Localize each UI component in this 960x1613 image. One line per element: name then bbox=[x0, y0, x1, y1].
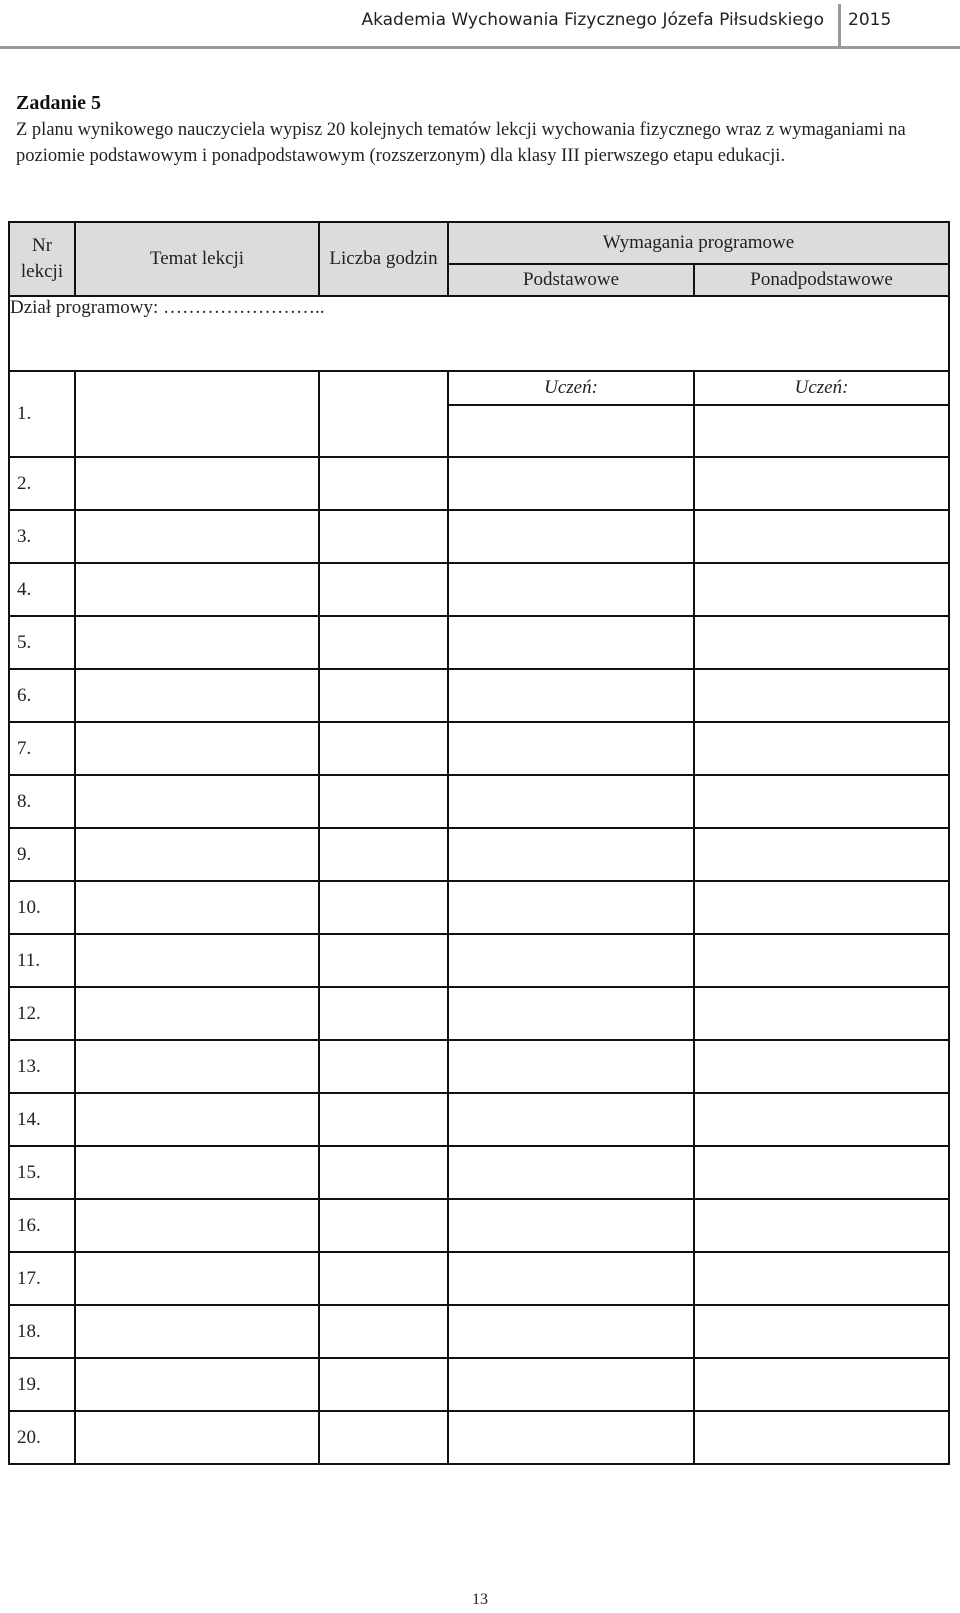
ponadpodstawowe-cell[interactable] bbox=[694, 987, 949, 1040]
godzin-cell[interactable] bbox=[319, 1146, 448, 1199]
godzin-cell[interactable] bbox=[319, 563, 448, 616]
godzin-cell[interactable] bbox=[319, 371, 448, 457]
temat-cell[interactable] bbox=[75, 881, 319, 934]
lesson-number: 2. bbox=[9, 457, 75, 510]
ponadpodstawowe-cell[interactable] bbox=[694, 1040, 949, 1093]
lesson-number: 8. bbox=[9, 775, 75, 828]
table-row bbox=[9, 881, 949, 934]
godzin-cell[interactable] bbox=[319, 775, 448, 828]
godzin-cell[interactable] bbox=[319, 881, 448, 934]
podstawowe-cell[interactable] bbox=[448, 1199, 694, 1252]
ponadpodstawowe-cell[interactable] bbox=[694, 510, 949, 563]
podstawowe-cell[interactable] bbox=[448, 1411, 694, 1464]
header-rule bbox=[0, 46, 960, 49]
godzin-cell[interactable] bbox=[319, 510, 448, 563]
temat-cell[interactable] bbox=[75, 1305, 319, 1358]
godzin-cell[interactable] bbox=[319, 669, 448, 722]
ponadpodstawowe-cell[interactable] bbox=[694, 1252, 949, 1305]
podstawowe-cell[interactable] bbox=[448, 1305, 694, 1358]
lesson-number: 18. bbox=[9, 1305, 75, 1358]
podstawowe-cell[interactable] bbox=[448, 405, 694, 457]
temat-cell[interactable] bbox=[75, 1252, 319, 1305]
podstawowe-cell[interactable] bbox=[448, 669, 694, 722]
lesson-plan-table bbox=[8, 221, 950, 1465]
table-row bbox=[9, 987, 949, 1040]
ponadpodstawowe-cell[interactable] bbox=[694, 934, 949, 987]
ponadpodstawowe-cell[interactable] bbox=[694, 1146, 949, 1199]
temat-cell[interactable] bbox=[75, 1411, 319, 1464]
godzin-cell[interactable] bbox=[319, 457, 448, 510]
table-row bbox=[9, 1358, 949, 1411]
lesson-number: 9. bbox=[9, 828, 75, 881]
godzin-cell[interactable] bbox=[319, 1040, 448, 1093]
podstawowe-cell[interactable] bbox=[448, 934, 694, 987]
godzin-cell[interactable] bbox=[319, 722, 448, 775]
ponadpodstawowe-cell[interactable] bbox=[694, 775, 949, 828]
godzin-cell[interactable] bbox=[319, 616, 448, 669]
task-title: Zadanie 5 bbox=[16, 92, 102, 114]
table-row bbox=[9, 1411, 949, 1464]
lesson-number: 1. bbox=[9, 371, 75, 457]
lesson-number: 17. bbox=[9, 1252, 75, 1305]
lesson-number: 14. bbox=[9, 1093, 75, 1146]
table-row bbox=[9, 1040, 949, 1093]
table-row bbox=[9, 616, 949, 669]
uczen-label-podstawowe: Uczeń: bbox=[448, 371, 694, 405]
table-row bbox=[9, 669, 949, 722]
podstawowe-cell[interactable] bbox=[448, 457, 694, 510]
task-instructions: Z planu wynikowego nauczyciela wypisz 20 kolejnych tematów lekcji wychowania fizycznego wraz z wymaganiami na poziomie podstawowym i ponadpodstawowym (rozszerzonym) dla klasy III pierwszego etapu edukacji. bbox=[16, 120, 906, 166]
task-section bbox=[16, 92, 936, 169]
godzin-cell[interactable] bbox=[319, 1252, 448, 1305]
ponadpodstawowe-cell[interactable] bbox=[694, 1358, 949, 1411]
ponadpodstawowe-cell[interactable] bbox=[694, 1199, 949, 1252]
header-divider bbox=[838, 4, 841, 48]
table-row bbox=[9, 828, 949, 881]
header-nr-lekcji: Nr lekcji bbox=[9, 222, 75, 296]
table-row bbox=[9, 1093, 949, 1146]
podstawowe-cell[interactable] bbox=[448, 1358, 694, 1411]
header-year: 2015 bbox=[848, 10, 892, 30]
podstawowe-cell[interactable] bbox=[448, 1252, 694, 1305]
temat-cell[interactable] bbox=[75, 1093, 319, 1146]
header-ponadpodstawowe: Ponadpodstawowe bbox=[694, 264, 949, 296]
table-row bbox=[9, 457, 949, 510]
table-row bbox=[9, 1146, 949, 1199]
podstawowe-cell[interactable] bbox=[448, 775, 694, 828]
podstawowe-cell[interactable] bbox=[448, 1093, 694, 1146]
temat-cell[interactable] bbox=[75, 722, 319, 775]
ponadpodstawowe-cell[interactable] bbox=[694, 881, 949, 934]
podstawowe-cell[interactable] bbox=[448, 616, 694, 669]
godzin-cell[interactable] bbox=[319, 1411, 448, 1464]
table-row bbox=[9, 1252, 949, 1305]
ponadpodstawowe-cell[interactable] bbox=[694, 1411, 949, 1464]
header-wymagania: Wymagania programowe bbox=[448, 222, 949, 264]
temat-cell[interactable] bbox=[75, 1199, 319, 1252]
header-temat-lekcji: Temat lekcji bbox=[75, 222, 319, 296]
temat-cell[interactable] bbox=[75, 1358, 319, 1411]
page-number: 13 bbox=[472, 1591, 488, 1608]
lesson-number: 12. bbox=[9, 987, 75, 1040]
table-row bbox=[9, 563, 949, 616]
ponadpodstawowe-cell[interactable] bbox=[694, 828, 949, 881]
godzin-cell[interactable] bbox=[319, 828, 448, 881]
table-row bbox=[9, 1305, 949, 1358]
table-row bbox=[9, 1199, 949, 1252]
lesson-number: 20. bbox=[9, 1411, 75, 1464]
ponadpodstawowe-cell[interactable] bbox=[694, 457, 949, 510]
podstawowe-cell[interactable] bbox=[448, 1040, 694, 1093]
table-row bbox=[9, 934, 949, 987]
temat-cell[interactable] bbox=[75, 828, 319, 881]
temat-cell[interactable] bbox=[75, 371, 319, 457]
table-row bbox=[9, 722, 949, 775]
ponadpodstawowe-cell[interactable] bbox=[694, 1305, 949, 1358]
temat-cell[interactable] bbox=[75, 616, 319, 669]
lesson-number: 7. bbox=[9, 722, 75, 775]
temat-cell[interactable] bbox=[75, 1040, 319, 1093]
temat-cell[interactable] bbox=[75, 987, 319, 1040]
podstawowe-cell[interactable] bbox=[448, 722, 694, 775]
podstawowe-cell[interactable] bbox=[448, 828, 694, 881]
godzin-cell[interactable] bbox=[319, 1199, 448, 1252]
temat-cell[interactable] bbox=[75, 1146, 319, 1199]
ponadpodstawowe-cell[interactable] bbox=[694, 1093, 949, 1146]
temat-cell[interactable] bbox=[75, 934, 319, 987]
podstawowe-cell[interactable] bbox=[448, 563, 694, 616]
temat-cell[interactable] bbox=[75, 457, 319, 510]
godzin-cell[interactable] bbox=[319, 934, 448, 987]
header-title: Akademia Wychowania Fizycznego Józefa Piłsudskiego bbox=[361, 10, 824, 30]
page-header bbox=[0, 0, 960, 50]
podstawowe-cell[interactable] bbox=[448, 1146, 694, 1199]
lesson-number: 15. bbox=[9, 1146, 75, 1199]
temat-cell[interactable] bbox=[75, 510, 319, 563]
lesson-number: 10. bbox=[9, 881, 75, 934]
godzin-cell[interactable] bbox=[319, 987, 448, 1040]
lesson-number: 4. bbox=[9, 563, 75, 616]
lesson-number: 6. bbox=[9, 669, 75, 722]
table-row bbox=[9, 510, 949, 563]
ponadpodstawowe-cell[interactable] bbox=[694, 405, 949, 457]
godzin-cell[interactable] bbox=[319, 1358, 448, 1411]
podstawowe-cell[interactable] bbox=[448, 510, 694, 563]
header-podstawowe: Podstawowe bbox=[448, 264, 694, 296]
podstawowe-cell[interactable] bbox=[448, 881, 694, 934]
uczen-label-ponadpodstawowe: Uczeń: bbox=[694, 371, 949, 405]
podstawowe-cell[interactable] bbox=[448, 987, 694, 1040]
temat-cell[interactable] bbox=[75, 775, 319, 828]
dzial-programowy-field[interactable]: Dział programowy: …………………….. bbox=[9, 296, 949, 371]
godzin-cell[interactable] bbox=[319, 1093, 448, 1146]
ponadpodstawowe-cell[interactable] bbox=[694, 669, 949, 722]
temat-cell[interactable] bbox=[75, 563, 319, 616]
lesson-number: 13. bbox=[9, 1040, 75, 1093]
header-liczba-godzin: Liczba godzin bbox=[319, 222, 448, 296]
table-row bbox=[9, 775, 949, 828]
ponadpodstawowe-cell[interactable] bbox=[694, 563, 949, 616]
ponadpodstawowe-cell[interactable] bbox=[694, 616, 949, 669]
lesson-number: 19. bbox=[9, 1358, 75, 1411]
lesson-number: 16. bbox=[9, 1199, 75, 1252]
lesson-number: 3. bbox=[9, 510, 75, 563]
lesson-number: 5. bbox=[9, 616, 75, 669]
ponadpodstawowe-cell[interactable] bbox=[694, 722, 949, 775]
lesson-number: 11. bbox=[9, 934, 75, 987]
temat-cell[interactable] bbox=[75, 669, 319, 722]
godzin-cell[interactable] bbox=[319, 1305, 448, 1358]
